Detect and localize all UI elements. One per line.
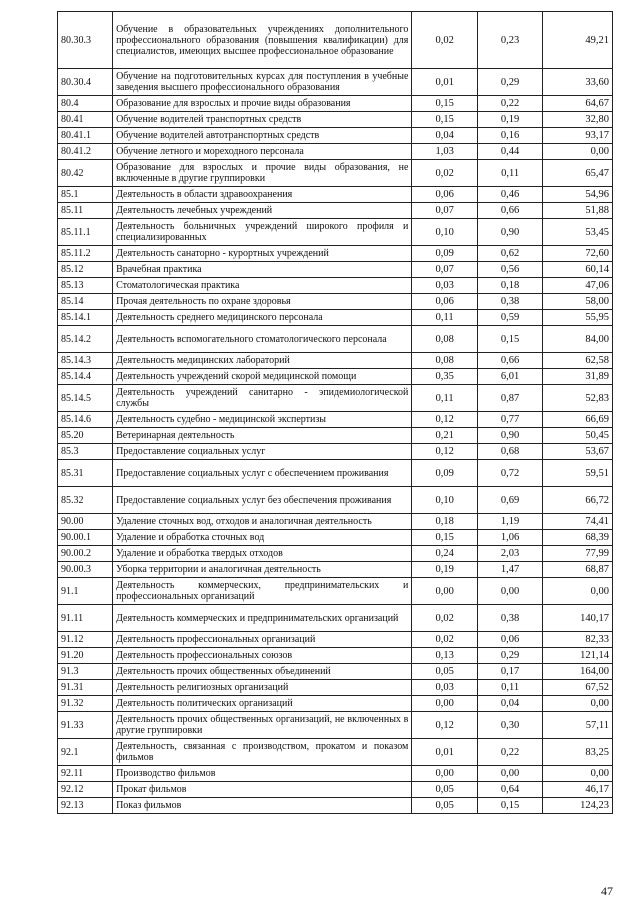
row-code: 90.00.2 [58, 546, 113, 562]
row-name: Деятельность в области здравоохранения [113, 187, 412, 203]
row-code: 85.3 [58, 444, 113, 460]
row-value-1: 0,12 [412, 444, 477, 460]
row-code: 91.11 [58, 605, 113, 632]
row-name: Прочая деятельность по охране здоровья [113, 294, 412, 310]
row-value-1: 0,01 [412, 69, 477, 96]
row-value-1: 0,02 [412, 605, 477, 632]
row-name: Предоставление социальных услуг [113, 444, 412, 460]
row-code: 85.14.4 [58, 369, 113, 385]
row-name: Врачебная практика [113, 262, 412, 278]
row-name: Деятельность медицинских лабораторий [113, 353, 412, 369]
row-value-1: 0,18 [412, 514, 477, 530]
row-value-1: 0,13 [412, 648, 477, 664]
row-value-1: 0,24 [412, 546, 477, 562]
row-value-3: 52,83 [543, 385, 613, 412]
row-name: Деятельность профессиональных союзов [113, 648, 412, 664]
row-value-2: 0,22 [477, 739, 542, 766]
row-value-3: 66,72 [543, 487, 613, 514]
row-code: 85.12 [58, 262, 113, 278]
table-row [58, 160, 613, 187]
row-code: 91.3 [58, 664, 113, 680]
row-name: Предоставление социальных услуг с обеспечением проживания [113, 460, 412, 487]
table-body [58, 12, 613, 814]
row-code: 85.31 [58, 460, 113, 487]
row-code: 91.33 [58, 712, 113, 739]
row-code: 85.32 [58, 487, 113, 514]
row-value-1: 0,08 [412, 353, 477, 369]
row-value-3: 58,00 [543, 294, 613, 310]
page-number: 47 [601, 884, 613, 898]
row-value-3: 84,00 [543, 326, 613, 353]
row-name: Деятельность религиозных организаций [113, 680, 412, 696]
row-value-1: 0,03 [412, 680, 477, 696]
row-value-2: 0,44 [477, 144, 542, 160]
row-value-2: 0,64 [477, 782, 542, 798]
table-row [58, 187, 613, 203]
table-row [58, 712, 613, 739]
table-row [58, 546, 613, 562]
table-row [58, 444, 613, 460]
row-value-3: 124,23 [543, 798, 613, 814]
row-value-2: 0,00 [477, 766, 542, 782]
table-row [58, 310, 613, 326]
row-value-2: 0,18 [477, 278, 542, 294]
row-code: 85.14.3 [58, 353, 113, 369]
table-row [58, 353, 613, 369]
table-row [58, 487, 613, 514]
table-row [58, 385, 613, 412]
row-name: Деятельность профессиональных организаций [113, 632, 412, 648]
row-value-1: 0,00 [412, 696, 477, 712]
row-value-1: 0,10 [412, 487, 477, 514]
table-row [58, 294, 613, 310]
row-value-3: 0,00 [543, 144, 613, 160]
table-row [58, 369, 613, 385]
row-value-1: 0,35 [412, 369, 477, 385]
table-row [58, 203, 613, 219]
row-value-1: 0,09 [412, 246, 477, 262]
row-code: 85.14.1 [58, 310, 113, 326]
row-value-3: 60,14 [543, 262, 613, 278]
row-value-2: 0,38 [477, 605, 542, 632]
row-name: Ветеринарная деятельность [113, 428, 412, 444]
row-value-2: 0,46 [477, 187, 542, 203]
row-code: 80.30.4 [58, 69, 113, 96]
data-table [57, 11, 613, 814]
row-value-2: 0,23 [477, 12, 542, 69]
row-value-3: 51,88 [543, 203, 613, 219]
row-name: Деятельность коммерческих, предпринимательских и профессиональных организаций [113, 578, 412, 605]
table-row [58, 69, 613, 96]
row-value-2: 0,30 [477, 712, 542, 739]
table-row [58, 96, 613, 112]
row-code: 85.14 [58, 294, 113, 310]
row-value-2: 0,90 [477, 219, 542, 246]
row-value-1: 0,21 [412, 428, 477, 444]
row-code: 91.12 [58, 632, 113, 648]
row-value-2: 0,56 [477, 262, 542, 278]
table-row [58, 428, 613, 444]
table-row [58, 605, 613, 632]
row-name: Деятельность коммерческих и предпринимательских организаций [113, 605, 412, 632]
row-code: 80.41.1 [58, 128, 113, 144]
row-value-1: 0,00 [412, 766, 477, 782]
row-name: Удаление сточных вод, отходов и аналогичная деятельность [113, 514, 412, 530]
row-value-2: 0,62 [477, 246, 542, 262]
row-value-1: 0,02 [412, 632, 477, 648]
row-value-3: 31,89 [543, 369, 613, 385]
table-row [58, 578, 613, 605]
row-value-3: 54,96 [543, 187, 613, 203]
row-value-3: 47,06 [543, 278, 613, 294]
row-value-2: 0,11 [477, 680, 542, 696]
row-value-2: 0,29 [477, 69, 542, 96]
row-value-1: 0,15 [412, 96, 477, 112]
row-value-1: 0,12 [412, 412, 477, 428]
row-value-2: 0,69 [477, 487, 542, 514]
row-code: 85.20 [58, 428, 113, 444]
row-value-3: 57,11 [543, 712, 613, 739]
table-row [58, 262, 613, 278]
table-row [58, 739, 613, 766]
row-name: Обучение на подготовительных курсах для поступления в учебные заведения высшего профессионального образования [113, 69, 412, 96]
row-value-1: 0,06 [412, 187, 477, 203]
row-code: 90.00 [58, 514, 113, 530]
row-value-2: 0,04 [477, 696, 542, 712]
row-value-1: 0,11 [412, 310, 477, 326]
row-value-1: 0,08 [412, 326, 477, 353]
row-value-3: 82,33 [543, 632, 613, 648]
row-value-2: 0,15 [477, 798, 542, 814]
row-code: 85.13 [58, 278, 113, 294]
table-row [58, 326, 613, 353]
row-code: 80.41.2 [58, 144, 113, 160]
row-value-3: 0,00 [543, 766, 613, 782]
row-code: 90.00.1 [58, 530, 113, 546]
row-name: Обучение в образовательных учреждениях дополнительного профессионального образования (повышения квалификации) для специалистов, имеющих высшее профессиональное образование [113, 12, 412, 69]
row-value-3: 93,17 [543, 128, 613, 144]
row-value-3: 53,45 [543, 219, 613, 246]
row-name: Деятельность больничных учреждений широкого профиля и специализированных [113, 219, 412, 246]
row-name: Деятельность учреждений санитарно - эпидемиологической службы [113, 385, 412, 412]
table-row [58, 144, 613, 160]
row-name: Обучение водителей транспортных средств [113, 112, 412, 128]
row-value-2: 0,72 [477, 460, 542, 487]
row-value-3: 64,67 [543, 96, 613, 112]
row-value-1: 0,00 [412, 578, 477, 605]
row-value-1: 0,04 [412, 128, 477, 144]
table-row [58, 632, 613, 648]
row-value-1: 0,03 [412, 278, 477, 294]
row-code: 80.30.3 [58, 12, 113, 69]
row-value-1: 0,09 [412, 460, 477, 487]
row-value-1: 0,02 [412, 160, 477, 187]
row-value-2: 6,01 [477, 369, 542, 385]
row-value-3: 68,39 [543, 530, 613, 546]
row-value-3: 83,25 [543, 739, 613, 766]
table-row [58, 696, 613, 712]
row-value-3: 74,41 [543, 514, 613, 530]
row-value-1: 0,07 [412, 262, 477, 278]
row-name: Деятельность вспомогательного стоматологического персонала [113, 326, 412, 353]
row-name: Деятельность прочих общественных объединений [113, 664, 412, 680]
row-code: 92.1 [58, 739, 113, 766]
table-row [58, 766, 613, 782]
row-value-3: 33,60 [543, 69, 613, 96]
row-code: 90.00.3 [58, 562, 113, 578]
row-value-3: 49,21 [543, 12, 613, 69]
row-value-2: 0,19 [477, 112, 542, 128]
row-name: Предоставление социальных услуг без обеспечения проживания [113, 487, 412, 514]
row-value-2: 1,47 [477, 562, 542, 578]
row-value-1: 0,02 [412, 12, 477, 69]
row-value-3: 67,52 [543, 680, 613, 696]
row-name: Образование для взрослых и прочие виды образования [113, 96, 412, 112]
row-value-2: 0,68 [477, 444, 542, 460]
row-value-2: 0,00 [477, 578, 542, 605]
row-value-1: 0,19 [412, 562, 477, 578]
row-value-2: 1,19 [477, 514, 542, 530]
row-code: 85.1 [58, 187, 113, 203]
row-value-1: 0,11 [412, 385, 477, 412]
table-row [58, 514, 613, 530]
row-name: Деятельность судебно - медицинской экспертизы [113, 412, 412, 428]
row-value-3: 66,69 [543, 412, 613, 428]
row-value-3: 121,14 [543, 648, 613, 664]
table-row [58, 680, 613, 696]
row-name: Деятельность лечебных учреждений [113, 203, 412, 219]
table-row [58, 278, 613, 294]
row-value-3: 65,47 [543, 160, 613, 187]
row-code: 92.13 [58, 798, 113, 814]
row-code: 85.14.2 [58, 326, 113, 353]
row-value-2: 0,59 [477, 310, 542, 326]
table-row [58, 219, 613, 246]
row-name: Образование для взрослых и прочие виды образования, не включенные в другие группировки [113, 160, 412, 187]
row-name: Удаление и обработка сточных вод [113, 530, 412, 546]
row-code: 91.32 [58, 696, 113, 712]
table-row [58, 128, 613, 144]
row-value-3: 72,60 [543, 246, 613, 262]
row-value-3: 50,45 [543, 428, 613, 444]
row-value-1: 0,01 [412, 739, 477, 766]
row-value-3: 0,00 [543, 696, 613, 712]
row-value-2: 0,06 [477, 632, 542, 648]
row-name: Деятельность санаторно - курортных учреждений [113, 246, 412, 262]
row-code: 85.14.5 [58, 385, 113, 412]
row-value-3: 55,95 [543, 310, 613, 326]
table-row [58, 562, 613, 578]
table-row [58, 782, 613, 798]
row-name: Уборка территории и аналогичная деятельность [113, 562, 412, 578]
row-value-3: 62,58 [543, 353, 613, 369]
row-value-2: 0,16 [477, 128, 542, 144]
table-row [58, 530, 613, 546]
row-value-1: 0,06 [412, 294, 477, 310]
table-row [58, 112, 613, 128]
row-code: 80.4 [58, 96, 113, 112]
row-value-1: 0,12 [412, 712, 477, 739]
row-code: 91.31 [58, 680, 113, 696]
row-value-3: 0,00 [543, 578, 613, 605]
row-value-3: 140,17 [543, 605, 613, 632]
row-name: Деятельность среднего медицинского персонала [113, 310, 412, 326]
row-code: 85.11.1 [58, 219, 113, 246]
table-row [58, 648, 613, 664]
row-value-2: 0,66 [477, 203, 542, 219]
table-row [58, 412, 613, 428]
row-value-1: 0,05 [412, 782, 477, 798]
row-value-1: 0,15 [412, 530, 477, 546]
row-name: Показ фильмов [113, 798, 412, 814]
row-value-1: 1,03 [412, 144, 477, 160]
row-value-3: 77,99 [543, 546, 613, 562]
row-value-3: 164,00 [543, 664, 613, 680]
row-value-1: 0,07 [412, 203, 477, 219]
row-value-1: 0,10 [412, 219, 477, 246]
row-value-1: 0,05 [412, 664, 477, 680]
row-value-2: 0,22 [477, 96, 542, 112]
row-value-2: 0,15 [477, 326, 542, 353]
table-row [58, 12, 613, 69]
row-name: Прокат фильмов [113, 782, 412, 798]
row-value-2: 0,87 [477, 385, 542, 412]
row-value-1: 0,05 [412, 798, 477, 814]
row-name: Удаление и обработка твердых отходов [113, 546, 412, 562]
row-value-3: 59,51 [543, 460, 613, 487]
row-value-2: 0,38 [477, 294, 542, 310]
row-name: Обучение водителей автотранспортных средств [113, 128, 412, 144]
row-code: 91.1 [58, 578, 113, 605]
table-row [58, 460, 613, 487]
row-value-2: 0,29 [477, 648, 542, 664]
row-value-2: 1,06 [477, 530, 542, 546]
row-value-2: 0,17 [477, 664, 542, 680]
row-value-2: 2,03 [477, 546, 542, 562]
row-value-2: 0,66 [477, 353, 542, 369]
row-code: 92.12 [58, 782, 113, 798]
row-value-1: 0,15 [412, 112, 477, 128]
row-code: 85.11 [58, 203, 113, 219]
row-code: 85.14.6 [58, 412, 113, 428]
row-code: 92.11 [58, 766, 113, 782]
row-name: Производство фильмов [113, 766, 412, 782]
row-value-3: 68,87 [543, 562, 613, 578]
row-value-3: 46,17 [543, 782, 613, 798]
row-value-2: 0,90 [477, 428, 542, 444]
row-value-2: 0,77 [477, 412, 542, 428]
row-name: Стоматологическая практика [113, 278, 412, 294]
table-row [58, 798, 613, 814]
row-name: Деятельность политических организаций [113, 696, 412, 712]
row-value-2: 0,11 [477, 160, 542, 187]
row-value-3: 32,80 [543, 112, 613, 128]
table-row [58, 246, 613, 262]
row-code: 85.11.2 [58, 246, 113, 262]
row-code: 80.42 [58, 160, 113, 187]
row-code: 91.20 [58, 648, 113, 664]
row-name: Обучение летного и мореходного персонала [113, 144, 412, 160]
row-name: Деятельность, связанная с производством, прокатом и показом фильмов [113, 739, 412, 766]
table-row [58, 664, 613, 680]
row-value-3: 53,67 [543, 444, 613, 460]
row-name: Деятельность прочих общественных организаций, не включенных в другие группировки [113, 712, 412, 739]
row-name: Деятельность учреждений скорой медицинской помощи [113, 369, 412, 385]
row-code: 80.41 [58, 112, 113, 128]
